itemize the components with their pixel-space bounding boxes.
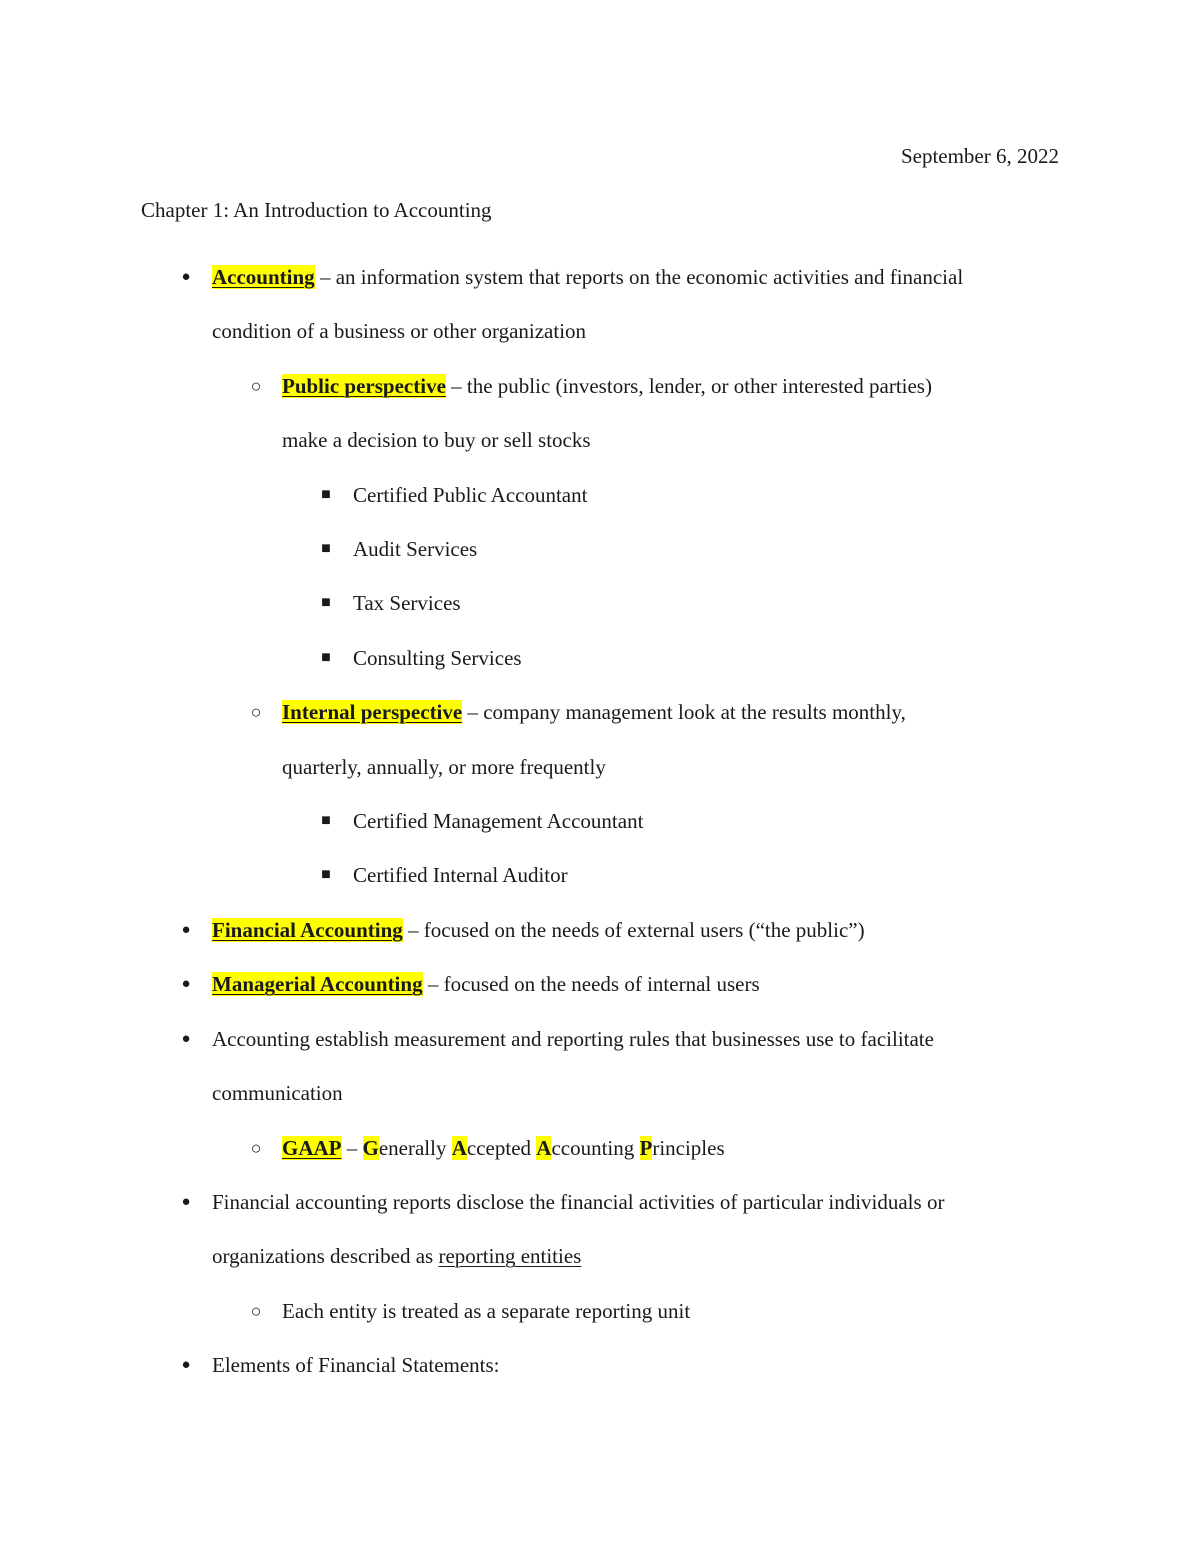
bullet-circle-icon: ○ [250,702,262,723]
item-line [212,250,1060,304]
item-text-continued: quarterly, annually, or more frequently [282,754,606,779]
item-text: organizations described as [212,1244,439,1269]
item-text: Certified Internal Auditor [353,863,568,888]
bullet-square-icon: ■ [321,594,331,612]
item-text-continued: communication [212,1081,343,1106]
highlighted-term: Financial Accounting [212,917,403,942]
bullet-square-icon: ■ [321,540,331,558]
highlighted-term: Managerial Accounting [212,972,423,997]
bullet-disc-icon: ● [181,1357,191,1374]
acronym-letter: A [451,1135,467,1160]
bullet-square-icon: ■ [321,648,331,666]
list-item-financial-reports [0,1175,1200,1284]
acronym-letter: P [639,1135,653,1160]
bullet-circle-icon: ○ [250,1300,262,1321]
acronym-letter: A [536,1135,552,1160]
item-text: – focused on the needs of external users (“the public”) [402,917,865,942]
acronym-word-rest: enerally [378,1135,452,1160]
bullet-square-icon: ■ [321,485,331,503]
item-text: – the public (investors, lender, or other interested parties) [445,373,932,398]
bullet-disc-icon: ● [181,921,191,938]
document-date: September 6, 2022 [900,144,1059,168]
item-text: – focused on the needs of internal users [422,972,760,997]
bullet-circle-icon: ○ [250,375,262,396]
item-line [212,903,1060,957]
list-item [0,848,1200,902]
highlighted-term: Internal perspective [282,700,463,725]
notes-list [0,250,1200,1393]
list-item-accounting [0,250,1200,359]
bullet-square-icon: ■ [321,812,331,830]
item-text: Consulting Services [353,645,522,670]
list-item [0,468,1200,522]
item-text: Each entity is treated as a separate reporting unit [282,1298,691,1323]
list-item-internal-perspective [0,685,1200,794]
item-line [282,685,1050,739]
list-item [0,522,1200,576]
bullet-disc-icon: ● [181,976,191,993]
item-line [212,957,1060,1011]
chapter-title: Chapter 1: An Introduction to Accounting [141,198,492,222]
item-text: – [341,1135,363,1160]
item-text: Tax Services [353,591,461,616]
acronym-word-rest: ccepted [466,1135,537,1160]
item-text: Certified Management Accountant [353,809,644,834]
acronym-letter: G [362,1135,379,1160]
item-line-continued [212,1229,1060,1283]
list-item-measurement-rules [0,1012,1200,1121]
item-text-continued: make a decision to buy or sell stocks [282,428,591,453]
list-item-elements [0,1338,1200,1392]
list-item-public-perspective [0,359,1200,468]
bullet-disc-icon: ● [181,269,191,285]
list-item [0,794,1200,848]
acronym-word-rest: rinciples [652,1135,725,1160]
item-text: Accounting establish measurement and reporting rules that businesses use to facilitate [212,1026,934,1051]
item-text: – company management look at the results monthly, [462,700,906,725]
list-item [0,576,1200,630]
item-text: Audit Services [353,537,478,562]
acronym-word-rest: ccounting [551,1135,640,1160]
item-text-continued: condition of a business or other organization [212,319,587,344]
highlighted-term: Accounting [212,265,315,289]
bullet-square-icon: ■ [321,866,331,884]
highlighted-term: Public perspective [282,373,446,398]
item-text: – an information system that reports on the economic activities and financial [314,265,964,289]
underlined-term: reporting entities [438,1244,582,1269]
item-text: Elements of Financial Statements: [212,1353,500,1378]
list-item-managerial-accounting [0,957,1200,1011]
item-text: Financial accounting reports disclose the financial activities of particular individuals or [212,1189,945,1214]
list-item-separate-unit [0,1284,1200,1338]
list-item [0,631,1200,685]
item-text: Certified Public Accountant [353,482,588,507]
item-line [282,1121,1050,1175]
list-item-gaap [0,1121,1200,1175]
bullet-disc-icon: ● [181,1193,191,1210]
list-item-financial-accounting [0,903,1200,957]
bullet-disc-icon: ● [181,1030,191,1047]
item-line [282,359,1050,413]
highlighted-term: GAAP [282,1135,342,1160]
bullet-circle-icon: ○ [250,1137,262,1158]
